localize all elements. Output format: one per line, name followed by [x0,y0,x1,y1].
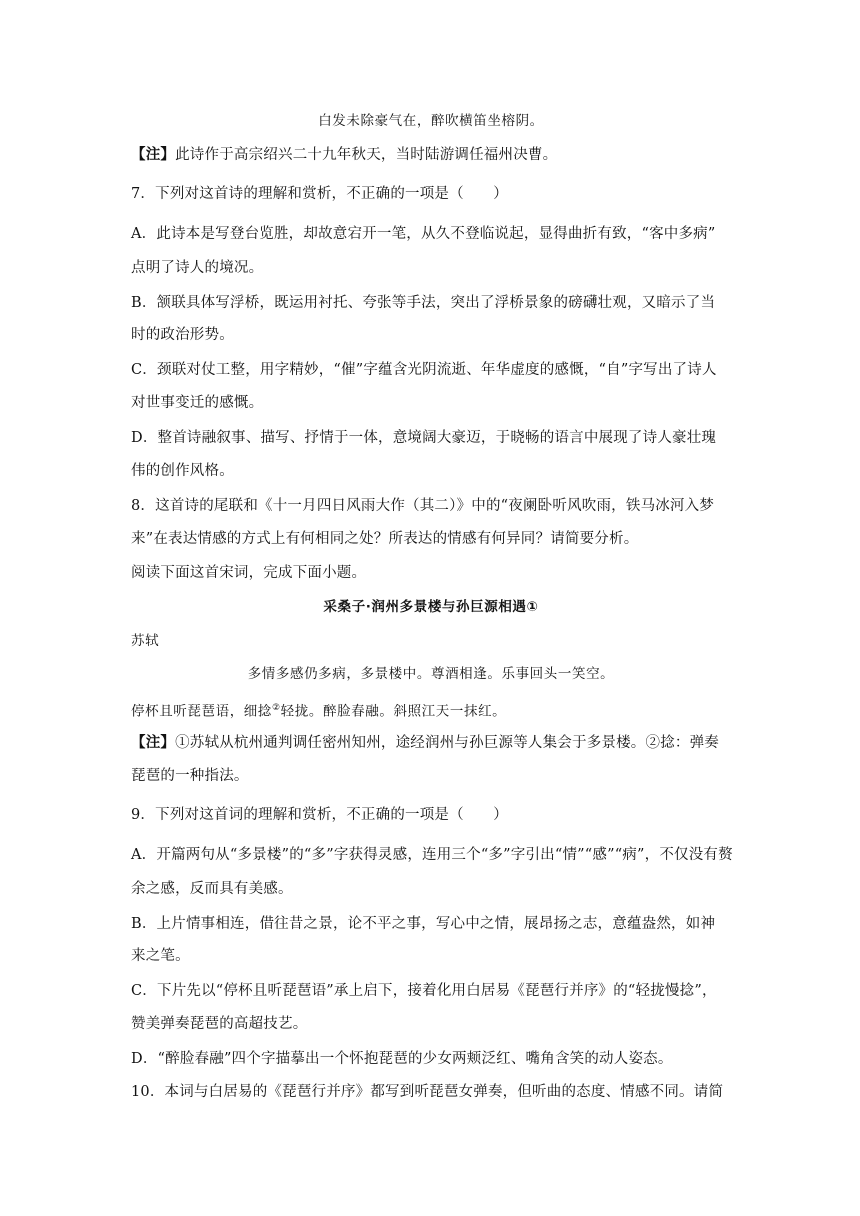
q8-line2: 来”在表达情感的方式上有何相同之处？所表达的情感有何异同？请简要分析。 [131,531,639,547]
q9-option-c-line2: 赞美弹奏琵琶的高超技艺。 [131,1016,308,1032]
q9-option-a-line1: A．开篇两句从“多景楼”的“多”字获得灵感，连用三个“多”字引出“情”“感”“病”，不仅没有赘 [131,847,733,863]
q9-stem: 9．下列对这首词的理解和赏析，不正确的一项是（ ） [131,807,508,823]
q7-option-a-line1: A．此诗本是写登台览胜，却故意宕开一笔，从久不登临说起，显得曲折有致，“客中多病” [131,226,716,242]
q7-option-c-line2: 对世事变迁的感慨。 [131,395,264,411]
note-tag: 【注】 [131,734,176,751]
q9-option-a-line2: 余之感，反而具有美感。 [131,881,293,897]
footnote-marker: ② [272,703,281,713]
q7-option-c-line1: C．颈联对仗工整，用字精妙，“催”字蕴含光阴流逝、年华虚度的感慨，“自”字写出了诗人 [131,362,717,378]
q9-option-d-line1: D．“醉脸春融”四个字描摹出一个怀抱琵琶的少女两颊泛红、嘴角含笑的动人姿态。 [131,1051,673,1067]
poem2-line2-part2: 轻拢。醉脸春融。斜照江天一抹红。 [280,703,507,720]
poem2-note-line1 [131,733,731,753]
q9-option-b-line1: B．上片情事相连，借往昔之景，论不平之事，写心中之情，展昂扬之志，意蕴盎然，如神 [131,916,716,932]
q10-line1: 10．本词与白居易的《琵琶行并序》都写到听琵琶女弹奏，但听曲的态度、情感不同。请简 [131,1084,724,1100]
q7-stem: 7．下列对这首诗的理解和赏析，不正确的一项是（ ） [131,186,508,202]
poem2-title: 采桑子·润州多景楼与孙巨源相遇① [323,599,539,615]
note-text: 此诗作于高宗绍兴二十九年秋天，当时陆游调任福州决曹。 [175,147,558,163]
section-intro: 阅读下面这首宋词，完成下面小题。 [131,565,367,581]
q9-option-b-line2: 来之笔。 [131,948,190,964]
poem1-last-line: 白发未除豪气在，醉吹横笛坐榕阴。 [318,113,544,129]
q7-option-d-line1: D．整首诗融叙事、描写、抒情于一体，意境阔大豪迈，于晓畅的语言中展现了诗人豪壮瑰 [131,430,717,446]
q8-line1: 8．这首诗的尾联和《十一月四日风雨大作（其二）》中的“夜阑卧听风吹雨，铁马冰河入梦 [131,498,715,514]
poem2-author: 苏轼 [131,633,160,649]
note-text: ①苏轼从杭州通判调任密州知州，途经润州与孙巨源等人集会于多景楼。②捻：弹奏 [175,735,720,751]
q7-option-b-line2: 时的政治形势。 [131,327,234,343]
poem1-note [131,145,731,165]
poem2-line2 [131,698,731,722]
poem2-line1: 多情多感仍多病，多景楼中。尊酒相逢。乐事回头一笑空。 [247,666,615,682]
note-tag: 【注】 [131,146,176,163]
poem2-line2-part1: 停杯且听琵琶语，细捻 [131,703,272,720]
q9-option-c-line1: C．下片先以“停杯且听琵琶语”承上启下，接着化用白居易《琵琶行并序》的“轻拢慢捻”， [131,983,717,999]
q7-option-b-line1: B．颔联具体写浮桥，既运用衬托、夸张等手法，突出了浮桥景象的磅礴壮观，又暗示了当 [131,295,716,311]
q7-option-a-line2: 点明了诗人的境况。 [131,260,264,276]
q7-option-d-line2: 伟的创作风格。 [131,463,234,479]
poem2-note-line2: 琵琶的一种指法。 [131,768,249,784]
